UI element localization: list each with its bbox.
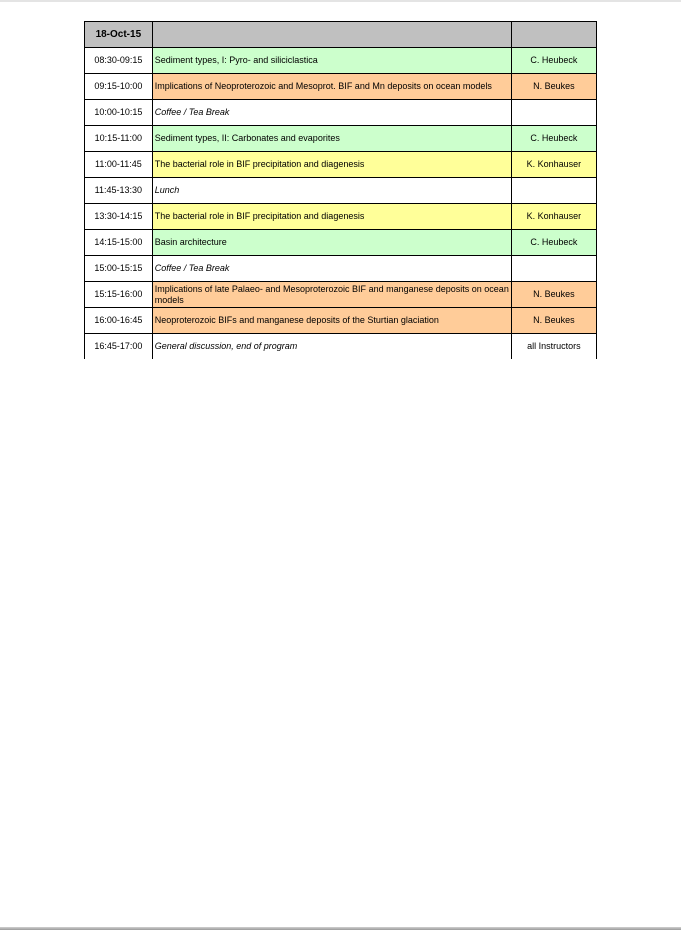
table-row (85, 74, 597, 100)
session-topic: Coffee / Tea Break (152, 256, 511, 282)
date-header: 18-Oct-15 (85, 22, 153, 48)
session-instructor (511, 256, 596, 282)
session-topic: The bacterial role in BIF precipitation and diagenesis (152, 204, 511, 230)
session-time: 08:30-09:15 (85, 48, 153, 74)
table-row (85, 204, 597, 230)
session-time: 15:00-15:15 (85, 256, 153, 282)
session-instructor: C. Heubeck (511, 126, 596, 152)
session-instructor (511, 100, 596, 126)
session-topic: Implications of Neoproterozoic and Mesoprot. BIF and Mn deposits on ocean models (152, 74, 511, 100)
session-instructor: N. Beukes (511, 74, 596, 100)
session-instructor (511, 178, 596, 204)
table-row (85, 48, 597, 74)
session-topic: Coffee / Tea Break (152, 100, 511, 126)
session-topic: Implications of late Palaeo- and Mesoproterozoic BIF and manganese deposits on ocean models (152, 282, 511, 308)
session-time: 15:15-16:00 (85, 282, 153, 308)
session-instructor: N. Beukes (511, 308, 596, 334)
session-topic: The bacterial role in BIF precipitation and diagenesis (152, 152, 511, 178)
session-time: 14:15-15:00 (85, 230, 153, 256)
session-instructor: K. Konhauser (511, 204, 596, 230)
table-row (85, 282, 597, 308)
session-time: 16:45-17:00 (85, 334, 153, 360)
table-row (85, 178, 597, 204)
session-time: 11:00-11:45 (85, 152, 153, 178)
session-topic: Sediment types, I: Pyro- and siliciclastica (152, 48, 511, 74)
session-instructor: C. Heubeck (511, 48, 596, 74)
session-time: 16:00-16:45 (85, 308, 153, 334)
table-row (85, 230, 597, 256)
session-instructor: C. Heubeck (511, 230, 596, 256)
session-topic: Lunch (152, 178, 511, 204)
session-time: 11:45-13:30 (85, 178, 153, 204)
table-row (85, 152, 597, 178)
table-row (85, 126, 597, 152)
session-time: 10:00-10:15 (85, 100, 153, 126)
session-topic: General discussion, end of program (152, 334, 511, 360)
table-row (85, 100, 597, 126)
session-time: 13:30-14:15 (85, 204, 153, 230)
table-row (85, 308, 597, 334)
session-topic: Sediment types, II: Carbonates and evaporites (152, 126, 511, 152)
schedule-table (84, 21, 597, 359)
session-topic: Basin architecture (152, 230, 511, 256)
date-header-row (85, 22, 597, 48)
page-top-edge (0, 0, 681, 2)
session-instructor: N. Beukes (511, 282, 596, 308)
header-topic-cell (152, 22, 511, 48)
table-row (85, 256, 597, 282)
session-time: 10:15-11:00 (85, 126, 153, 152)
session-time: 09:15-10:00 (85, 74, 153, 100)
header-instructor-cell (511, 22, 596, 48)
session-topic: Neoproterozoic BIFs and manganese deposits of the Sturtian glaciation (152, 308, 511, 334)
table-row (85, 334, 597, 360)
session-instructor: K. Konhauser (511, 152, 596, 178)
session-instructor: all Instructors (511, 334, 596, 360)
